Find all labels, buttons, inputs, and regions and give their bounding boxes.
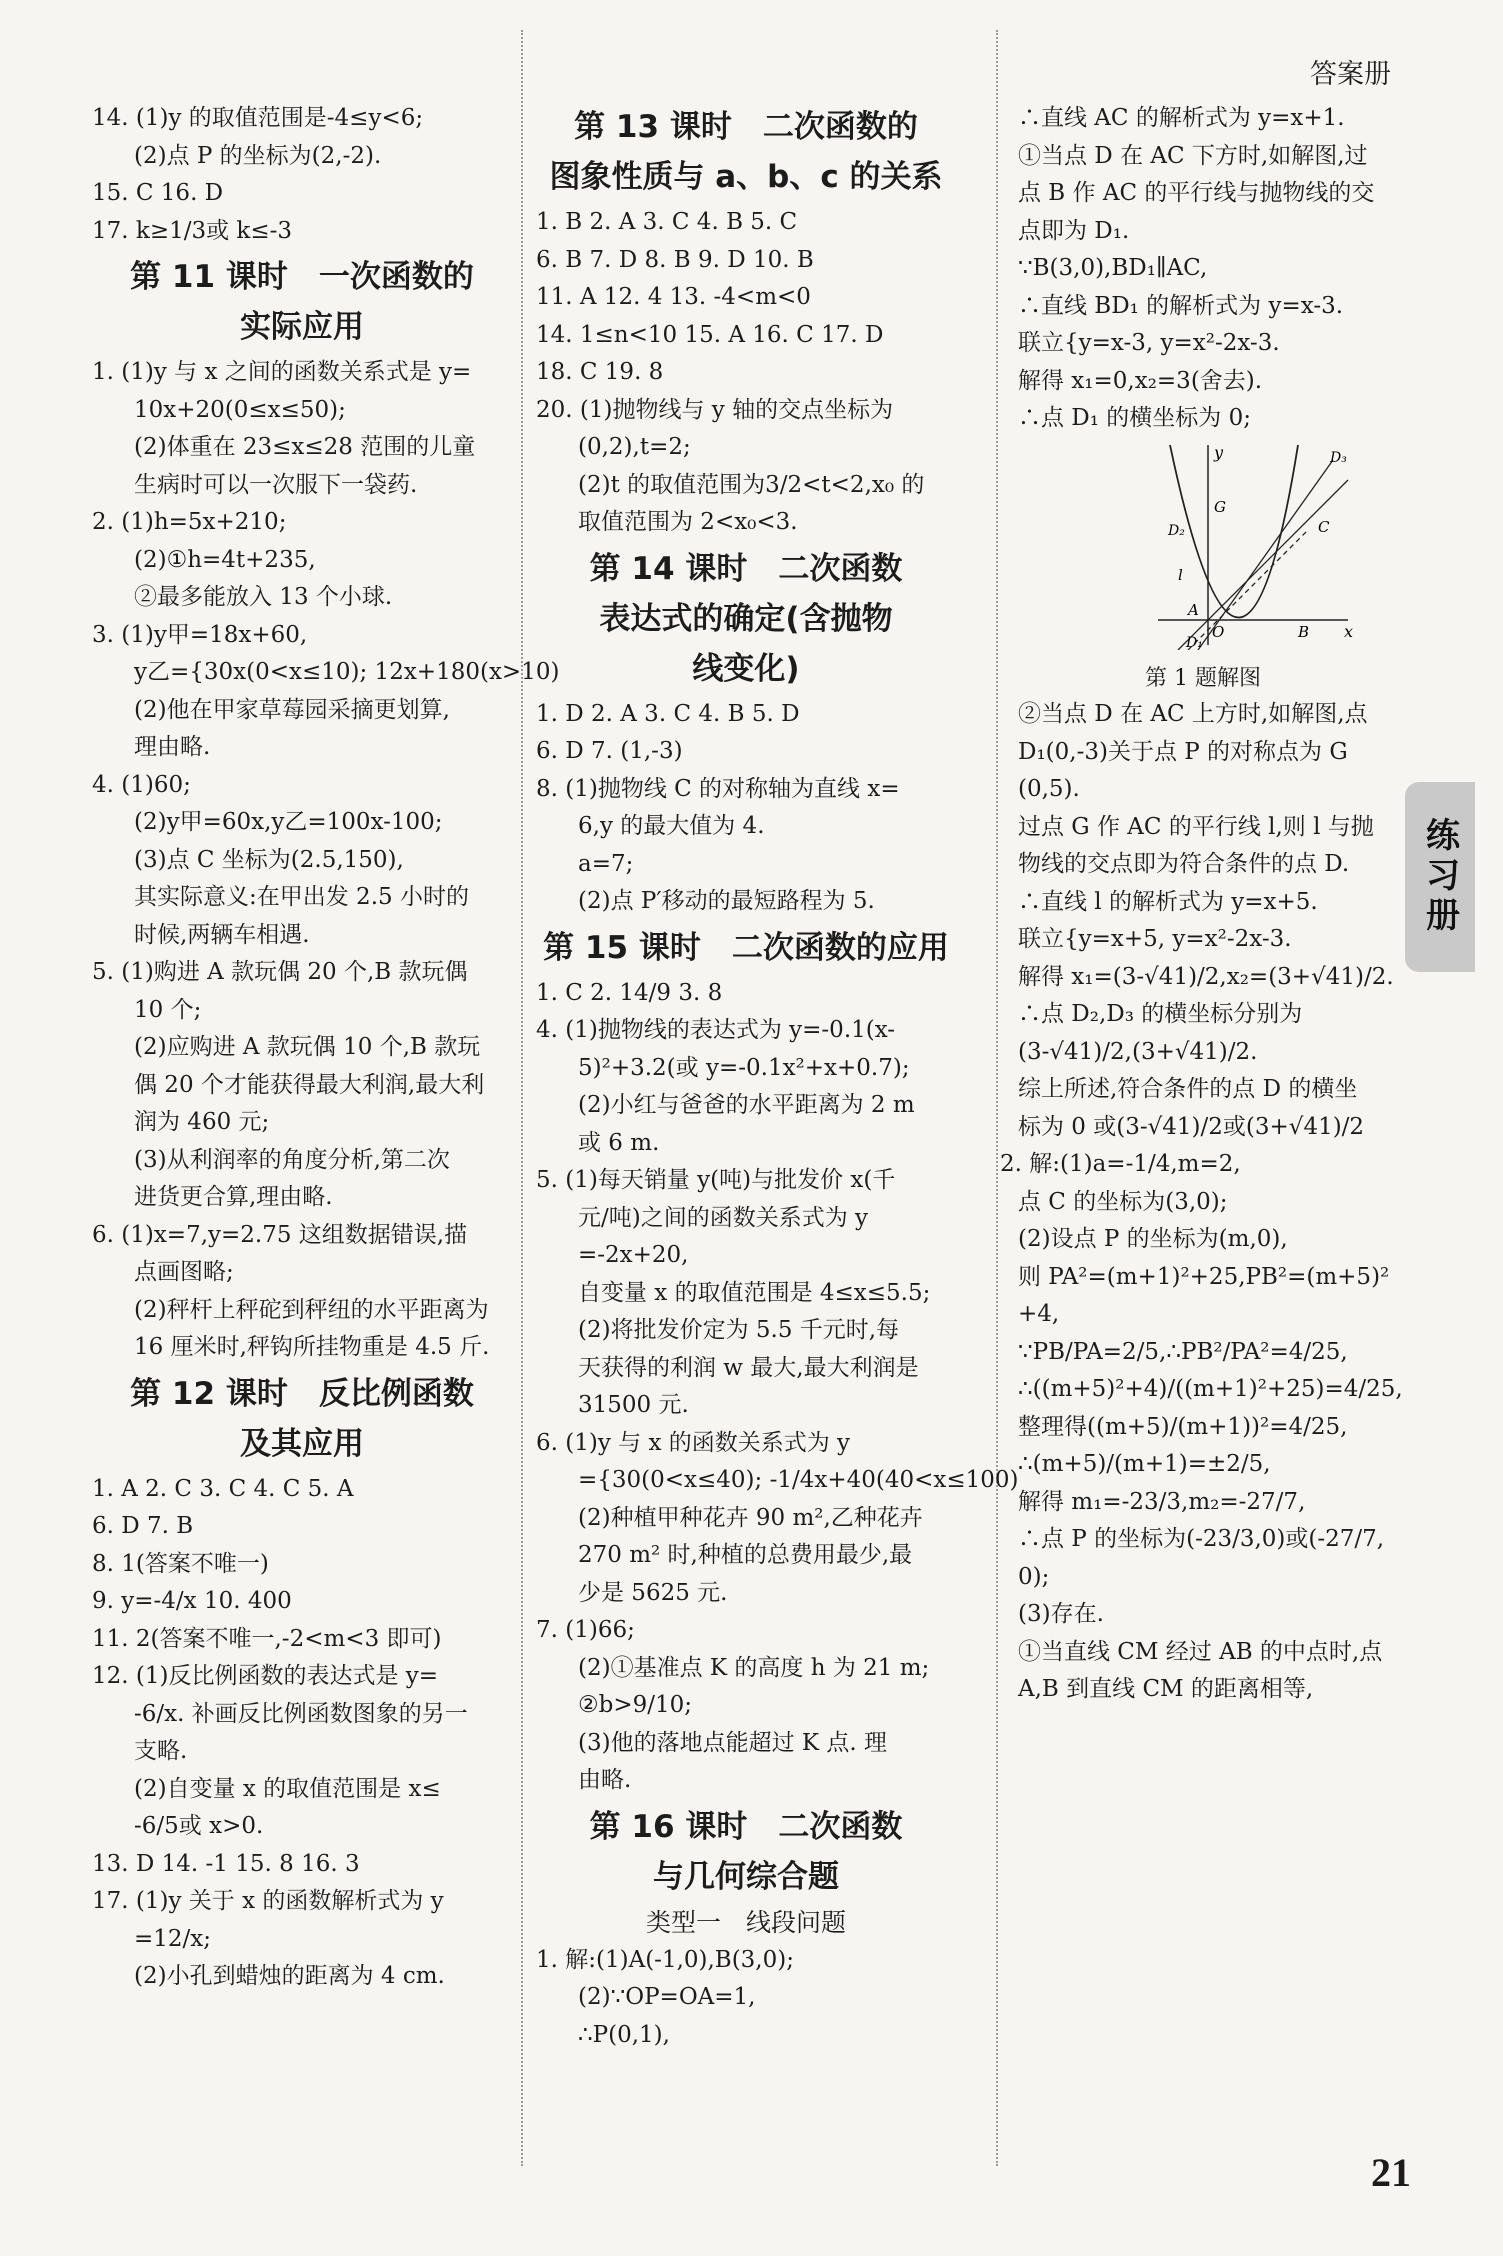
fig-label: y	[1214, 442, 1224, 462]
answer-line: 少是 5625 元.	[578, 1579, 728, 1606]
answer-line: 物线的交点即为符合条件的点 D.	[1018, 851, 1350, 877]
answer-line: (2)①h=4t+235,	[134, 546, 316, 573]
answer-line: ∴((m+5)²+4)/((m+1)²+25)=4/25,	[1018, 1376, 1403, 1402]
side-tab: 练习册	[1405, 782, 1475, 972]
answer-line: (3)存在.	[1018, 1601, 1104, 1627]
answer-line: (2)将批发价定为 5.5 千元时,每	[578, 1317, 900, 1343]
section-heading: 第 11 课时 一次函数的	[130, 259, 474, 295]
answer-line: 5. (1)每天销量 y(吨)与批发价 x(千	[536, 1167, 896, 1193]
answer-line: (2)应购进 A 款玩偶 10 个,B 款玩	[134, 1034, 481, 1060]
answer-line: 8. (1)抛物线 C 的对称轴为直线 x=	[536, 775, 900, 802]
answer-line: a=7;	[578, 850, 634, 877]
fig-label: D₂	[1168, 522, 1185, 539]
answer-line: 自变量 x 的取值范围是 4≤x≤5.5;	[578, 1279, 931, 1306]
answer-line: ②最多能放入 13 个小球.	[134, 584, 393, 610]
answer-line: (2)①基准点 K 的高度 h 为 21 m;	[578, 1654, 930, 1681]
answer-line: 8. 1(答案不唯一)	[92, 1550, 269, 1577]
answer-line: y乙={30x(0<x≤10); 12x+180(x>10)	[134, 659, 560, 685]
fig-label: G	[1214, 497, 1226, 516]
answer-line: 标为 0 或(3-√41)/2或(3+√41)/2	[1018, 1113, 1365, 1140]
section-heading: 表达式的确定(含抛物	[599, 600, 893, 637]
answer-line: (0,2),t=2;	[578, 434, 691, 460]
answer-line: (3)他的落地点能超过 K 点. 理	[578, 1729, 888, 1756]
answer-line: 15. C 16. D	[92, 180, 224, 206]
answer-line: 5)²+3.2(或 y=-0.1x²+x+0.7);	[578, 1054, 910, 1081]
answer-line: (3)点 C 坐标为(2.5,150),	[134, 846, 404, 873]
answer-line: 取值范围为 2<x₀<3.	[578, 509, 798, 535]
answer-line: (2)秤杆上秤砣到秤纽的水平距离为	[134, 1296, 489, 1323]
section-heading: 与几何综合题	[653, 1858, 839, 1895]
section-heading: 第 15 课时 二次函数的应用	[543, 929, 949, 966]
answer-line: 6. D 7. (1,-3)	[536, 738, 683, 764]
header-label: 答案册	[1310, 59, 1391, 90]
answer-line: 11. 2(答案不唯一,-2<m<3 即可)	[92, 1625, 442, 1652]
answer-line: 点画图略;	[134, 1259, 234, 1285]
answer-line: 17. (1)y 关于 x 的函数解析式为 y	[92, 1888, 444, 1914]
answer-line: 4. (1)60;	[92, 771, 191, 798]
answer-line: 2. 解:(1)a=-1/4,m=2,	[1000, 1151, 1241, 1177]
answer-line: ∴点 D₂,D₃ 的横坐标分别为	[1018, 1001, 1303, 1027]
answer-line: 6. D 7. B	[92, 1513, 194, 1539]
answer-line: 12. (1)反比例函数的表达式是 y=	[92, 1663, 439, 1689]
fig-label: A	[1188, 600, 1199, 619]
answer-line: 1. 解:(1)A(-1,0),B(3,0);	[536, 1946, 794, 1973]
fig-label: C	[1318, 517, 1330, 536]
answer-line: (2)体重在 23≤x≤28 范围的儿童	[134, 434, 476, 460]
answer-line: 支略.	[134, 1738, 188, 1764]
answer-line: A,B 到直线 CM 的距离相等,	[1018, 1676, 1314, 1702]
answer-line: 7. (1)66;	[536, 1617, 635, 1643]
answer-line: ∴直线 l 的解析式为 y=x+5.	[1018, 888, 1318, 915]
answer-line: (2)点 P 的坐标为(2,-2).	[134, 142, 382, 169]
section-heading: 第 12 课时 反比例函数	[130, 1375, 474, 1412]
answer-line: -6/x. 补画反比例函数图象的另一	[134, 1700, 468, 1727]
section-heading: 实际应用	[240, 309, 364, 345]
answer-line: 解得 m₁=-23/3,m₂=-27/7,	[1018, 1488, 1306, 1515]
answer-line: 天获得的利润 w 最大,最大利润是	[578, 1354, 919, 1381]
answer-line: 点 C 的坐标为(3,0);	[1018, 1188, 1228, 1215]
column-divider	[521, 30, 523, 2166]
figure-caption: 第 1 题解图	[1145, 666, 1261, 691]
answer-line: (0,5).	[1018, 776, 1080, 802]
answer-line: ②当点 D 在 AC 上方时,如解图,点	[1018, 701, 1368, 727]
answer-line: 解得 x₁=0,x₂=3(舍去).	[1018, 367, 1263, 394]
answer-line: (2)t 的取值范围为3/2<t<2,x₀ 的	[578, 471, 925, 498]
section-heading: 第 13 课时 二次函数的	[574, 109, 918, 145]
answer-line: (2)自变量 x 的取值范围是 x≤	[134, 1775, 441, 1802]
line-l	[1198, 460, 1333, 650]
answer-line: (2)点 P′移动的最短路程为 5.	[578, 888, 875, 914]
answer-line: 1. A 2. C 3. C 4. C 5. A	[92, 1475, 354, 1502]
section-heading: 第 14 课时 二次函数	[589, 550, 903, 587]
answer-line: ∴直线 AC 的解析式为 y=x+1.	[1018, 105, 1345, 131]
answer-line: (3)从利润率的角度分析,第二次	[134, 1146, 450, 1173]
answer-column-3	[1000, 100, 1418, 1709]
answer-line: 10x+20(0≤x≤50);	[134, 396, 346, 423]
answer-column-2	[536, 100, 1019, 2054]
answer-line: 由略.	[578, 1767, 632, 1793]
answer-line: 10 个;	[134, 996, 202, 1023]
answer-line: ={30(0<x≤40); -1/4x+40(40<x≤100)	[578, 1467, 1019, 1493]
answer-line: 生病时可以一次服下一袋药.	[134, 471, 418, 498]
answer-line: 9. y=-4/x 10. 400	[92, 1588, 292, 1614]
answer-line: 20. (1)抛物线与 y 轴的交点坐标为	[536, 396, 894, 423]
answer-line: ∴P(0,1),	[578, 2021, 670, 2048]
answer-line: 偶 20 个才能获得最大利润,最大利	[134, 1071, 485, 1098]
answer-line: ∵B(3,0),BD₁∥AC,	[1018, 255, 1208, 281]
answer-line: (2)∵OP=OA=1,	[578, 1984, 756, 2010]
section-heading: 第 16 课时 二次函数	[589, 1808, 903, 1845]
answer-line: 6. (1)y 与 x 的函数关系式为 y	[536, 1429, 851, 1456]
answer-line: =-2x+20,	[578, 1242, 689, 1268]
answer-line: =12/x;	[134, 1925, 212, 1952]
fig-label: x	[1344, 621, 1354, 641]
answer-line: ①当点 D 在 AC 下方时,如解图,过	[1018, 142, 1368, 169]
answer-line: 16 厘米时,秤钩所挂物重是 4.5 斤.	[134, 1334, 490, 1360]
answer-line: ∴直线 BD₁ 的解析式为 y=x-3.	[1018, 292, 1344, 319]
answer-line: 11. A 12. 4 13. -4<m<0	[536, 284, 811, 310]
answer-line: ∴点 P 的坐标为(-23/3,0)或(-27/7,	[1018, 1526, 1385, 1552]
section-heading: 及其应用	[240, 1425, 364, 1462]
answer-line: (2)y甲=60x,y乙=100x-100;	[134, 809, 443, 835]
answer-line: 则 PA²=(m+1)²+25,PB²=(m+5)²	[1018, 1263, 1390, 1290]
answer-line: 13. D 14. -1 15. 8 16. 3	[92, 1850, 360, 1877]
section-heading: 线变化)	[692, 650, 800, 687]
answer-line: 联立{y=x-3, y=x²-2x-3.	[1018, 330, 1280, 356]
fig-label: l	[1178, 565, 1183, 584]
answer-line: 6. (1)x=7,y=2.75 这组数据错误,描	[92, 1221, 468, 1248]
fig-label: O	[1212, 622, 1225, 641]
answer-line: 过点 G 作 AC 的平行线 l,则 l 与抛	[1018, 813, 1374, 840]
answer-line: 14. (1)y 的取值范围是-4≤y<6;	[92, 105, 424, 131]
answer-line: 解得 x₁=(3-√41)/2,x₂=(3+√41)/2.	[1018, 963, 1394, 990]
answer-line: +4,	[1018, 1301, 1060, 1327]
answer-line: 6. B 7. D 8. B 9. D 10. B	[536, 246, 814, 273]
section-heading: 图象性质与 a、b、c 的关系	[549, 159, 943, 195]
answer-line: 17. k≥1/3或 k≤-3	[92, 217, 293, 244]
answer-column-1	[92, 100, 560, 1996]
sub-heading: 类型一 线段问题	[645, 1907, 846, 1937]
answer-line: 1. B 2. A 3. C 4. B 5. C	[536, 209, 798, 235]
answer-line: 进货更合算,理由略.	[134, 1184, 333, 1210]
answer-line: (2)他在甲家草莓园采摘更划算,	[134, 696, 450, 723]
answer-line: 270 m² 时,种植的总费用最少,最	[578, 1542, 913, 1568]
answer-line: 时候,两辆车相遇.	[134, 921, 310, 948]
answer-line: 0);	[1018, 1563, 1050, 1590]
answer-line: (2)设点 P 的坐标为(m,0),	[1018, 1226, 1288, 1252]
answer-line: 1. (1)y 与 x 之间的函数关系式是 y=	[92, 359, 472, 385]
answer-line: 5. (1)购进 A 款玩偶 20 个,B 款玩偶	[92, 959, 468, 985]
fig-label: D₃	[1330, 449, 1347, 466]
answer-line: -6/5或 x>0.	[134, 1813, 264, 1839]
answer-line: 或 6 m.	[578, 1129, 660, 1156]
column-divider	[996, 30, 998, 2166]
fig-label: D₁	[1186, 634, 1203, 650]
answer-line: 3. (1)y甲=18x+60,	[92, 621, 308, 648]
answer-line: 4. (1)抛物线的表达式为 y=-0.1(x-	[536, 1017, 896, 1043]
answer-line: 1. C 2. 14/9 3. 8	[536, 979, 723, 1006]
answer-line: 点即为 D₁.	[1018, 217, 1130, 244]
line-bd1	[1188, 530, 1308, 650]
page-number: 21	[1371, 2150, 1411, 2195]
answer-line: 联立{y=x+5, y=x²-2x-3.	[1018, 926, 1292, 952]
fig-label: B	[1298, 622, 1310, 641]
answer-line: (3-√41)/2,(3+√41)/2.	[1018, 1038, 1258, 1065]
line-ac	[1178, 480, 1348, 650]
answer-line: 理由略.	[134, 734, 211, 760]
answer-line: 1. D 2. A 3. C 4. B 5. D	[536, 700, 800, 727]
answer-line: (2)小孔到蜡烛的距离为 4 cm.	[134, 1963, 445, 1989]
answer-line: 其实际意义:在甲出发 2.5 小时的	[134, 884, 469, 910]
answer-line: D₁(0,-3)关于点 P 的对称点为 G	[1018, 738, 1348, 765]
answer-line: 31500 元.	[578, 1392, 689, 1418]
answer-line: 18. C 19. 8	[536, 359, 664, 385]
answer-line: 14. 1≤n<10 15. A 16. C 17. D	[536, 321, 884, 348]
parabola-figure	[1148, 440, 1358, 650]
answer-line: 整理得((m+5)/(m+1))²=4/25,	[1018, 1413, 1348, 1440]
answer-line: ②b>9/10;	[578, 1692, 693, 1718]
answer-line: ∴点 D₁ 的横坐标为 0;	[1018, 405, 1251, 431]
answer-line: 6,y 的最大值为 4.	[578, 813, 765, 839]
answer-line: 综上所述,符合条件的点 D 的横坐	[1018, 1076, 1358, 1102]
answer-line: (2)种植甲种花卉 90 m²,乙种花卉	[578, 1504, 923, 1531]
answer-line: 元/吨)之间的函数关系式为 y	[578, 1204, 869, 1231]
answer-line: ①当直线 CM 经过 AB 的中点时,点	[1018, 1638, 1383, 1665]
answer-line: 2. (1)h=5x+210;	[92, 509, 287, 535]
answer-line: 润为 460 元;	[134, 1109, 270, 1135]
answer-line: ∵PB/PA=2/5,∴PB²/PA²=4/25,	[1018, 1338, 1348, 1365]
answer-line: ∴(m+5)/(m+1)=±2/5,	[1018, 1451, 1271, 1477]
parabola-curve	[1170, 442, 1298, 618]
answer-line: (2)小红与爸爸的水平距离为 2 m	[578, 1092, 915, 1118]
answer-line: 点 B 作 AC 的平行线与抛物线的交	[1018, 180, 1375, 206]
